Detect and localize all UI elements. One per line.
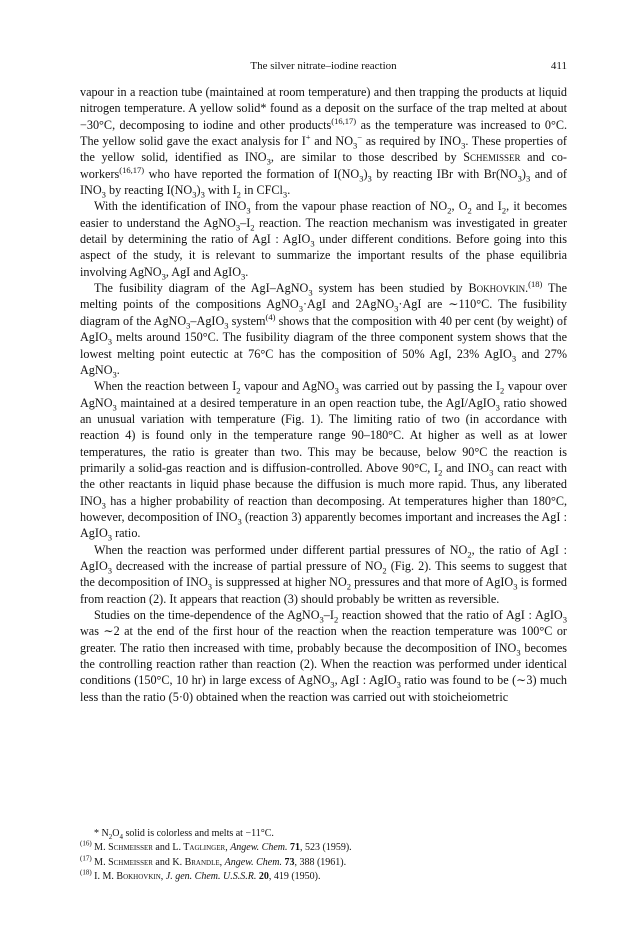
footnote-star: * $N_2O_4$ solid is colorless and melts at −11°C. — [94, 828, 274, 841]
running-title: The silver nitrate–iodine reaction — [250, 60, 397, 72]
paragraph-5: When the reaction was performed under different partial pressures of $NO_2$, the ratio of AgI : AgIO$_3$ decreased with the increase of partial pressure of $NO_2$ (Fig. 2). This seems to suggest that the decomposition of $INO_3$ is suppressed at higher $NO_2$ pressures and that more of AgIO$_3$ is formed from reaction (2). It appears that reaction (3) should probably be written as reversible. — [80, 542, 567, 606]
running-header — [80, 60, 567, 76]
reference-16: $^{(16)}$ M. Schmeisser and L. Taglinger, Angew. Chem. 71, 523 (1959). — [80, 840, 352, 854]
reference-18: $^{(18)}$ I. M. Bokhovkin, J. gen. Chem. U.S.S.R. 20, 419 (1950). — [80, 868, 321, 883]
paragraph-2: With the identification of $INO_3$ from the vapour phase reaction of $NO_2$, $O_2$ and $I_2$, it becomes easier to understand the $AgNO_3-I_2$ reaction. The reaction mechanism was investigated in greater detail by determining the ratio of AgI : AgIO$_3$ under different conditions. Before going into this aspect of the study, it is relevant to summarize the important results of the phase equilibria involving AgNO$_3$, AgI and AgIO$_3$. — [80, 199, 567, 282]
body-text — [80, 84, 567, 705]
reference-17: $^{(17)}$ M. Schmeisser and K. Brandle, Angew. Chem. 73, 388 (1961). — [80, 854, 347, 868]
paragraph-6: Studies on the time-dependence of the $AgNO_3-I_2$ reaction showed that the ratio of AgI : AgIO$_3$ was ∼2 at the end of the first hour of the reaction when the reaction temperature was 100°C or greater. The ratio then increased with time, probably because the decomposition of $INO_3$ becomes the controlling reaction rather than reaction (2). When the reaction was performed under identical conditions (150°C, 10 hr) in large excess of AgNO$_3$, AgI : AgIO$_3$ ratio was found to be (∼3) much less than the ratio (5·0) obtained when the reaction was carried out with stoicheiometric — [80, 608, 567, 704]
paragraph-4: When the reaction between $I_2$ vapour and AgNO$_3$ was carried out by passing the $I_2$ vapour over AgNO$_3$ maintained at a desired temperature in an open reaction tube, the AgI/AgIO$_3$ ratio showed an unusual variation with temperature (Fig. 1). The limiting ratio of two (in accordance with reaction 4) is found only in the temperature range 90–180°C. At higher as well as at lower temperatures, the ratio is greater than two. This may be because, below 90°C the reaction is primarily a solid-gas reaction and is diffusion-controlled. Above 90°C, $I_2$ and $INO_3$ can react with the other reactants in liquid phase because the diffusion is much more rapid. Thus, any liberated $INO_3$ has a higher probability of reaction than decomposing. At temperatures higher than 180°C, however, decomposition of $INO_3$ (reaction 3) apparently becomes important and increases the AgI : AgIO$_3$ ratio. — [80, 379, 567, 543]
paragraph-1: vapour in a reaction tube (maintained at room temperature) and then trapping the products at liquid nitrogen temperature. A yellow solid* found as a deposit on the surface of the trap melted at about −30°C, decomposing to iodine and other products$^{(16,17)}$ as the temperature was increased to 0°C. The yellow solid gave the exact analysis for I+ and $NO_3^-$ as required by $INO_3$. These properties of the yellow solid, identified as $INO_3$, are similar to those described by Schemisser and co-workers$^{(16,17)}$ who have reported the formation of $I(NO_3)_3$ by reacting IBr with $Br(NO_3)_3$ and of $INO_3$ by reacting $I(NO_3)_3$ with $I_2$ in CFCl$_3$. — [80, 85, 567, 200]
footnotes — [80, 827, 567, 885]
paragraph-3: The fusibility diagram of the AgI–AgNO$_3$ system has been studied by Bokhovkin.$^{(18)}$ The melting points of the compositions AgNO$_3$·AgI and 2AgNO$_3$·AgI are ∼110°C. The fusibility diagram of the AgNO$_3$–AgIO$_3$ system$^{(4)}$ shows that the composition with 40 per cent (by weight) of AgIO$_3$ melts around 150°C. The fusibility diagram of the three component system shows that the lowest melting point eutectic at 76°C has the composition of 50% AgI, 23% AgIO$_3$ and 27% AgNO$_3$. — [80, 279, 568, 380]
page-number: 411 — [550, 60, 567, 72]
